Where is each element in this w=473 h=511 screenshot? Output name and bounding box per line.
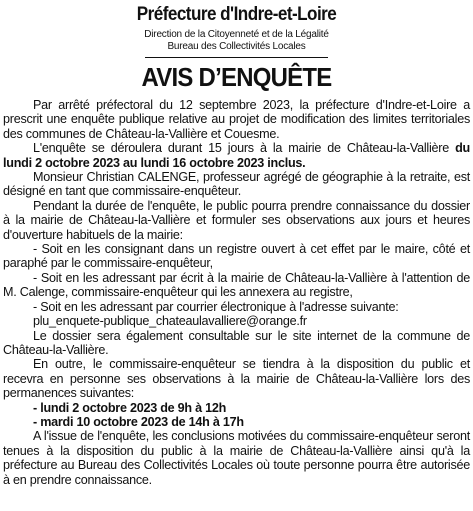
paragraph-duration bbox=[3, 141, 470, 170]
option-register: - Soit en les consignant dans un registre ouvert à cet effet par le maire, côté et paraphé par le commissaire-enquêteur, bbox=[3, 242, 470, 271]
paragraph-commissioner: Monsieur Christian CALENGE, professeur agrégé de géographie à la retraite, est désigné en tant que commissaire-enquêteur. bbox=[3, 170, 470, 199]
paragraph-consultation: Pendant la durée de l'enquête, le public pourra prendre connaissance du dossier à la mairie de Château-la-Vallière et formuler ses observations aux jours et heures d'ouverture habituels de la mairie: bbox=[3, 198, 470, 242]
direction-line: Direction de la Citoyenneté et de la Légalité bbox=[144, 29, 329, 40]
notice-title: AVIS D’ENQUÊTE bbox=[141, 62, 332, 92]
paragraph-permanences: En outre, le commissaire-enquêteur se tiendra à la disposition du public et recevra en personne ses observations à la mairie de Château-la-Vallière lors des permanences suivantes: bbox=[3, 357, 470, 401]
permanence-1: - lundi 2 octobre 2023 de 9h à 12h bbox=[33, 400, 227, 415]
option-letter: - Soit en les adressant par écrit à la mairie de Château-la-Vallière à l'attention de M. Calenge, commissaire-enquêteur qui les annexera au registre, bbox=[3, 270, 470, 300]
header-divider bbox=[145, 57, 328, 58]
paragraph-decree: Par arrêté préfectoral du 12 septembre 2023, la préfecture d'Indre-et-Loire a prescrit une enquête publique relative au projet de modification des limites territoriales des communes de Château-la-Vallière et Couesme. bbox=[3, 98, 470, 141]
permanence-2: - mardi 10 octobre 2023 de 14h à 17h bbox=[33, 414, 244, 429]
paragraph-website: Le dossier sera également consultable sur le site internet de la commune de Château-la-Vallière. bbox=[3, 328, 470, 357]
paragraph-conclusions: A l'issue de l'enquête, les conclusions motivées du commissaire-enquêteur seront tenues à la disposition du public à la mairie de Château-la-Vallière ainsi qu'à la préfecture au Bureau des Collectivités Locales où toute personne pourra être autorisée à en prendre connaissance. bbox=[3, 429, 470, 487]
option-email: - Soit en les adressant par courrier électronique à l'adresse suivante: bbox=[33, 299, 399, 314]
email-address: plu_enquete-publique_chateaulavalliere@orange.fr bbox=[33, 314, 307, 329]
bureau-line: Bureau des Collectivités Locales bbox=[167, 41, 306, 52]
duration-text: L'enquête se déroulera durant 15 jours à la mairie de Château-la-Vallière bbox=[33, 141, 456, 156]
duration-dates: du lundi 2 octobre 2023 au lundi 16 octobre 2023 inclus. bbox=[3, 141, 470, 170]
notice-body bbox=[3, 98, 470, 487]
prefecture-heading: Préfecture d'Indre-et-Loire bbox=[136, 4, 337, 25]
